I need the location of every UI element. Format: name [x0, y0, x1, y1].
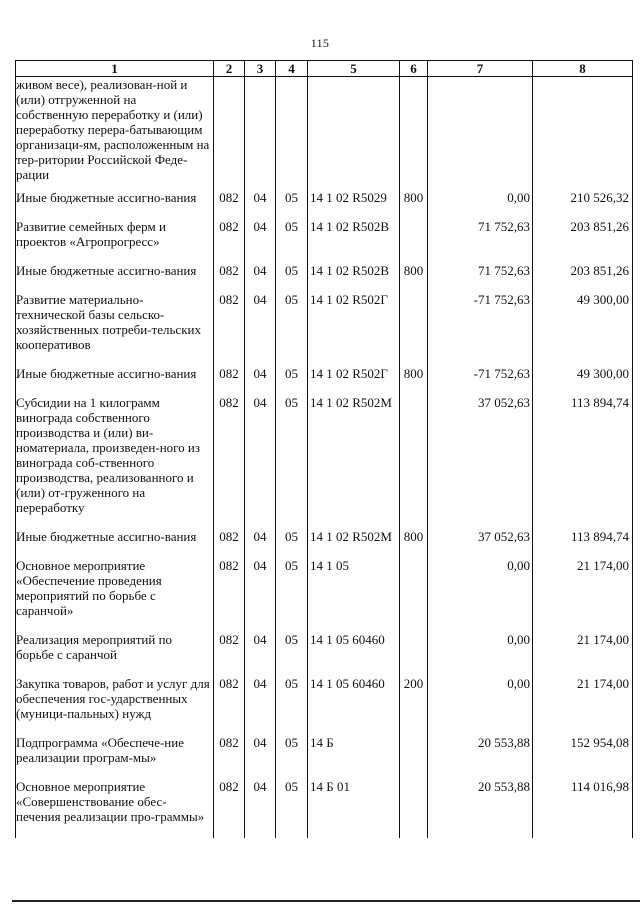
table-row: [16, 77, 633, 191]
row-name: Реализация мероприятий по борьбе с саранчой: [16, 632, 214, 676]
row-subsection: 05: [276, 735, 308, 779]
row-total-amount: 113 894,74: [533, 529, 633, 558]
page-bottom-rule: [12, 900, 640, 902]
row-subsection: 05: [276, 395, 308, 529]
table-row: [16, 263, 633, 292]
row-admin-code: 082: [214, 395, 245, 529]
row-total-amount: 114 016,98: [533, 779, 633, 838]
row-change-amount: 0,00: [428, 632, 533, 676]
row-subsection: 05: [276, 292, 308, 366]
table-row: [16, 292, 633, 366]
row-name: Субсидии на 1 килограмм винограда собственного производства и (или) ви-номатериала, произведен-ного из винограда соб-ственного производства, реализованного и (или) от-груженного на переработку: [16, 395, 214, 529]
header-row: [16, 61, 633, 77]
row-name: Подпрограмма «Обеспече-ние реализации програм-мы»: [16, 735, 214, 779]
row-name: живом весе), реализован-ной и (или) отгруженной на собственную переработку и (или) переработку перера-батывающим организаци-ям, расположенным на тер-ритории Российской Феде-рации: [16, 77, 214, 191]
header-col-1: 1: [16, 61, 214, 77]
row-target-article: 14 1 05: [308, 558, 400, 632]
row-expense-type: 800: [400, 366, 428, 395]
row-total-amount: 21 174,00: [533, 558, 633, 632]
row-change-amount: 71 752,63: [428, 219, 533, 263]
row-subsection: 05: [276, 529, 308, 558]
row-change-amount: -71 752,63: [428, 366, 533, 395]
row-section: 04: [245, 292, 276, 366]
row-admin-code: 082: [214, 190, 245, 219]
row-subsection: 05: [276, 263, 308, 292]
header-col-5: 5: [308, 61, 400, 77]
row-expense-type: [400, 395, 428, 529]
row-change-amount: 0,00: [428, 558, 533, 632]
row-name: Основное мероприятие «Совершенствование обес-печения реализации про-граммы»: [16, 779, 214, 838]
row-admin-code: 082: [214, 529, 245, 558]
row-change-amount: 37 052,63: [428, 529, 533, 558]
row-admin-code: 082: [214, 632, 245, 676]
table-row: [16, 190, 633, 219]
row-total-amount: 152 954,08: [533, 735, 633, 779]
row-admin-code: 082: [214, 219, 245, 263]
header-col-8: 8: [533, 61, 633, 77]
row-change-amount: 20 553,88: [428, 779, 533, 838]
row-subsection: 05: [276, 190, 308, 219]
row-target-article: 14 Б: [308, 735, 400, 779]
row-target-article: 14 1 05 60460: [308, 632, 400, 676]
row-subsection: [276, 77, 308, 191]
row-admin-code: 082: [214, 676, 245, 735]
table-row: [16, 219, 633, 263]
header-col-7: 7: [428, 61, 533, 77]
row-change-amount: 20 553,88: [428, 735, 533, 779]
row-target-article: 14 1 05 60460: [308, 676, 400, 735]
page-number: 115: [310, 36, 330, 50]
row-expense-type: [400, 558, 428, 632]
row-section: 04: [245, 676, 276, 735]
row-admin-code: 082: [214, 558, 245, 632]
row-change-amount: 71 752,63: [428, 263, 533, 292]
row-expense-type: 800: [400, 190, 428, 219]
row-admin-code: 082: [214, 292, 245, 366]
table-row: [16, 395, 633, 529]
budget-table: [15, 60, 633, 838]
row-target-article: 14 1 02 R502Г: [308, 366, 400, 395]
row-admin-code: 082: [214, 779, 245, 838]
header-col-2: 2: [214, 61, 245, 77]
row-total-amount: 113 894,74: [533, 395, 633, 529]
row-subsection: 05: [276, 632, 308, 676]
row-admin-code: 082: [214, 263, 245, 292]
row-expense-type: [400, 77, 428, 191]
table-row: [16, 632, 633, 676]
row-change-amount: [428, 77, 533, 191]
row-section: [245, 77, 276, 191]
row-name: Иные бюджетные ассигно-вания: [16, 190, 214, 219]
table-row: [16, 558, 633, 632]
header-col-3: 3: [245, 61, 276, 77]
row-change-amount: -71 752,63: [428, 292, 533, 366]
row-total-amount: 49 300,00: [533, 366, 633, 395]
row-section: 04: [245, 529, 276, 558]
row-change-amount: 0,00: [428, 676, 533, 735]
row-total-amount: 21 174,00: [533, 632, 633, 676]
row-target-article: 14 Б 01: [308, 779, 400, 838]
row-target-article: 14 1 02 R502В: [308, 263, 400, 292]
row-expense-type: 800: [400, 263, 428, 292]
row-section: 04: [245, 263, 276, 292]
row-admin-code: [214, 77, 245, 191]
row-name: Развитие семейных ферм и проектов «Агропрогресс»: [16, 219, 214, 263]
row-section: 04: [245, 395, 276, 529]
row-subsection: 05: [276, 366, 308, 395]
row-subsection: 05: [276, 558, 308, 632]
row-change-amount: 0,00: [428, 190, 533, 219]
row-expense-type: [400, 292, 428, 366]
row-target-article: 14 1 02 R502Г: [308, 292, 400, 366]
row-total-amount: [533, 77, 633, 191]
row-subsection: 05: [276, 219, 308, 263]
row-admin-code: 082: [214, 735, 245, 779]
row-section: 04: [245, 779, 276, 838]
row-section: 04: [245, 219, 276, 263]
table-row: [16, 366, 633, 395]
row-name: Иные бюджетные ассигно-вания: [16, 529, 214, 558]
header-col-4: 4: [276, 61, 308, 77]
row-name: Иные бюджетные ассигно-вания: [16, 263, 214, 292]
row-expense-type: 200: [400, 676, 428, 735]
table-row: [16, 676, 633, 735]
row-target-article: [308, 77, 400, 191]
table-row: [16, 735, 633, 779]
row-section: 04: [245, 735, 276, 779]
row-total-amount: 203 851,26: [533, 263, 633, 292]
row-section: 04: [245, 190, 276, 219]
row-expense-type: [400, 779, 428, 838]
row-total-amount: 210 526,32: [533, 190, 633, 219]
row-total-amount: 49 300,00: [533, 292, 633, 366]
row-name: Иные бюджетные ассигно-вания: [16, 366, 214, 395]
row-subsection: 05: [276, 676, 308, 735]
row-total-amount: 21 174,00: [533, 676, 633, 735]
row-section: 04: [245, 366, 276, 395]
row-name: Развитие материально-технической базы сельско-хозяйственных потреби-тельских кооперативов: [16, 292, 214, 366]
row-change-amount: 37 052,63: [428, 395, 533, 529]
row-target-article: 14 1 02 R502М: [308, 395, 400, 529]
header-col-6: 6: [400, 61, 428, 77]
row-total-amount: 203 851,26: [533, 219, 633, 263]
table-row: [16, 779, 633, 838]
row-subsection: 05: [276, 779, 308, 838]
table-row: [16, 529, 633, 558]
row-name: Закупка товаров, работ и услуг для обеспечения гос-ударственных (муници-пальных) нужд: [16, 676, 214, 735]
row-target-article: 14 1 02 R502М: [308, 529, 400, 558]
row-expense-type: [400, 735, 428, 779]
row-expense-type: [400, 632, 428, 676]
row-expense-type: 800: [400, 529, 428, 558]
row-section: 04: [245, 632, 276, 676]
row-section: 04: [245, 558, 276, 632]
row-name: Основное мероприятие «Обеспечение проведения мероприятий по борьбе с саранчой»: [16, 558, 214, 632]
row-expense-type: [400, 219, 428, 263]
row-target-article: 14 1 02 R502В: [308, 219, 400, 263]
row-admin-code: 082: [214, 366, 245, 395]
row-target-article: 14 1 02 R5029: [308, 190, 400, 219]
